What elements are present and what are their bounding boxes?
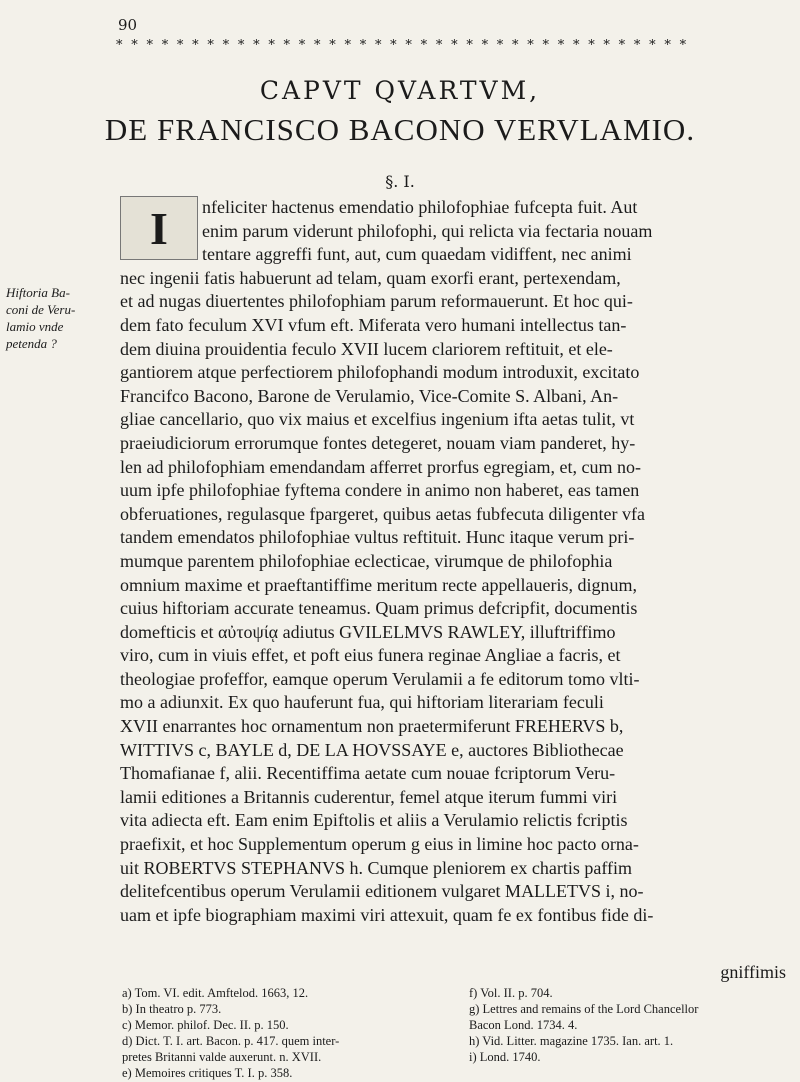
footnote: d) Dict. T. I. art. Bacon. p. 417. quem inter- [122, 1034, 340, 1048]
footnote: h) Vid. Litter. magazine 1735. Ian. art. 1. [469, 1034, 674, 1048]
footnote: c) Memor. philof. Dec. II. p. 150. [122, 1018, 289, 1032]
body-line: len ad philofophiam emendandam afferret prorfus egregiam, et, cum no- [120, 456, 641, 477]
body-line: Francifco Bacono, Barone de Verulamio, Vice-Comite S. Albani, An- [120, 385, 619, 406]
footnotes-right-column [469, 985, 788, 1081]
body-line: tentare aggreffi funt, aut, cum quaedam vidiffent, nec animi [202, 244, 632, 265]
body-line: uum ipfe philofophiae fyftema condere in animo non haberet, eas tamen [120, 480, 640, 501]
footnote: g) Lettres and remains of the Lord Chancellor [469, 1002, 699, 1016]
footnotes [122, 985, 788, 1081]
footnote: e) Memoires critiques T. I. p. 358. [122, 1066, 293, 1080]
body-line: WITTIVS c, BAYLE d, DE LA HOVSSAYE e, auctores Bibliothecae [120, 739, 624, 760]
body-line: uit ROBERTVS STEPHANVS h. Cumque pleniorem ex chartis paffim [120, 857, 633, 878]
body-line: praeiudiciorum errorumque fontes detegeret, nouam viam panderet, hy- [120, 432, 636, 453]
footnote: f) Vol. II. p. 704. [469, 986, 553, 1000]
body-line: viro, cum in viuis effet, et poft eius funera reginae Angliae a facris, et [120, 645, 621, 666]
page-number: 90 [118, 16, 138, 34]
footnote: b) In theatro p. 773. [122, 1002, 222, 1016]
body-line: XVII enarrantes hoc ornamentum non praetermiferunt FREHERVS b, [120, 716, 624, 737]
body-line: dem diuina prouidentia feculo XVII lucem clariorem reftituit, et ele- [120, 338, 613, 359]
section-number: §. I. [385, 172, 415, 191]
margin-note-line: Hiftoria Ba- [6, 285, 70, 300]
footnote: Bacon Lond. 1734. 4. [469, 1018, 578, 1032]
body-line: praefixit, et hoc Supplementum operum g eius in limine hoc pacto orna- [120, 834, 639, 855]
body-line: cuius hiftoriam accurate teneamus. Quam primus defcripfit, documentis [120, 598, 638, 619]
footnotes-left-column [122, 985, 441, 1081]
body-line: dem fato feculum XVI vfum eft. Miferata vero humani intellectus tan- [120, 314, 627, 335]
body-line: obferuationes, regulasque fpargeret, quibus aetas fubfecuta diligenter vfa [120, 503, 645, 524]
body-line: gantiorem atque perfectiorem philofophandi modum introduxit, excitato [120, 362, 640, 383]
margin-note-line: lamio vnde [6, 319, 64, 334]
body-line: omnium maxime et praeftantiffime meritum recte appellaueris, dignum, [120, 574, 637, 595]
body-text [120, 196, 786, 927]
body-line: uam et ipfe biographiam maximi viri attexuit, quam fe ex fontibus fide di- [120, 904, 654, 925]
margin-note-line: petenda ? [6, 336, 57, 351]
body-line: domefticis et αὐτοψίᾳ adiutus GVILELMVS RAWLEY, illuftriffimo [120, 621, 616, 642]
catchword: gniffimis [720, 962, 786, 982]
decorated-initial: I [120, 196, 198, 260]
body-line: Thomafianae f, alii. Recentiffima aetate cum nouae fcriptorum Veru- [120, 763, 616, 784]
margin-note-line: coni de Veru- [6, 302, 76, 317]
body-line: enim parum viderunt philofophi, qui relicta via fectaria nouam [202, 220, 653, 241]
chapter-title: DE FRANCISCO BACONO VERVLAMIO. [104, 112, 696, 147]
chapter-caput: CAPVT QVARTVM, [259, 76, 541, 105]
footnote: pretes Britanni valde auxerunt. n. XVII. [122, 1050, 322, 1064]
body-line: theologiae profeffor, eamque operum Verulamii a fe editorum tomo vlti- [120, 668, 640, 689]
body-line: vita adiecta eft. Eam enim Epiftolis et aliis a Verulamio relictis fcriptis [120, 810, 628, 831]
margin-note [6, 284, 116, 352]
ornament-stars: * * * * * * * * * * * * * * * * * * * * * * * * * * * * * * * * * * * * * * [116, 38, 689, 53]
body-line: lamii editiones a Britannis cuderentur, femel atque iterum fummi viri [120, 786, 618, 807]
body-line: gliae cancellario, quo vix maius et excelfius ingenium ifta aetas tulit, vt [120, 409, 635, 430]
body-line: et ad nugas diuertentes philofophiam parum reformauerunt. Et hoc qui- [120, 291, 633, 312]
body-line: nfeliciter hactenus emendatio philofophiae fufcepta fuit. Aut [202, 197, 638, 217]
footnote: a) Tom. VI. edit. Amftelod. 1663, 12. [122, 986, 309, 1000]
body-line: nec ingenii fatis habuerunt ad telam, quam exorfi erant, pertexendam, [120, 267, 621, 288]
body-line: mumque parentem philofophiae eclecticae, virumque de philofophia [120, 550, 613, 571]
footnote: i) Lond. 1740. [469, 1050, 541, 1064]
body-line: tandem emendatos philofophiae vultus reftituit. Hunc itaque verum pri- [120, 527, 635, 548]
body-line: delitefcentibus operum Verulamii editionem vulgaret MALLETVS i, no- [120, 881, 644, 902]
body-line: mo a adiunxit. Ex quo hauferunt fua, qui hiftoriam literariam feculi [120, 692, 604, 713]
